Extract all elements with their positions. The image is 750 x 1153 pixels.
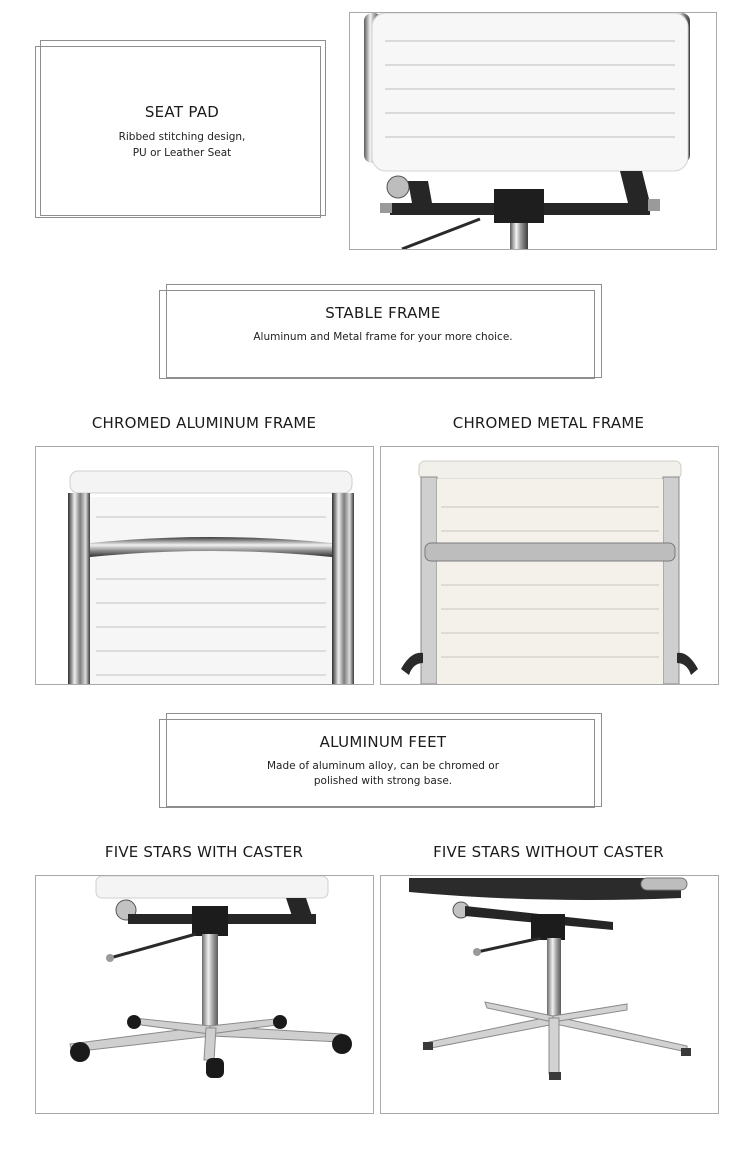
five-stars-without-caster-photo (380, 875, 719, 1114)
five-stars-with-caster-photo (35, 875, 374, 1114)
aluminum-feet-desc-line1: Made of aluminum alloy, can be chromed or (266, 760, 500, 772)
seat-pad-photo (349, 12, 717, 250)
seat-pad-desc-line1: Ribbed stitching design, (118, 131, 246, 143)
chromed-aluminum-frame-photo (35, 446, 374, 685)
seat-pad-desc-line2: PU or Leather Seat (132, 147, 232, 159)
five-stars-without-caster-heading: FIVE STARS WITHOUT CASTER (433, 843, 664, 861)
chromed-metal-frame-heading: CHROMED METAL FRAME (452, 414, 645, 432)
aluminum-feet-title: ALUMINUM FEET (319, 733, 447, 751)
seat-pad-title: SEAT PAD (144, 103, 220, 121)
aluminum-feet-desc-line2: polished with strong base. (313, 775, 453, 787)
chromed-metal-frame-photo (380, 446, 719, 685)
stable-frame-desc: Aluminum and Metal frame for your more choice. (253, 331, 513, 343)
chromed-aluminum-frame-heading: CHROMED ALUMINUM FRAME (91, 414, 317, 432)
stable-frame-title: STABLE FRAME (325, 304, 441, 322)
five-stars-with-caster-heading: FIVE STARS WITH CASTER (104, 843, 304, 861)
